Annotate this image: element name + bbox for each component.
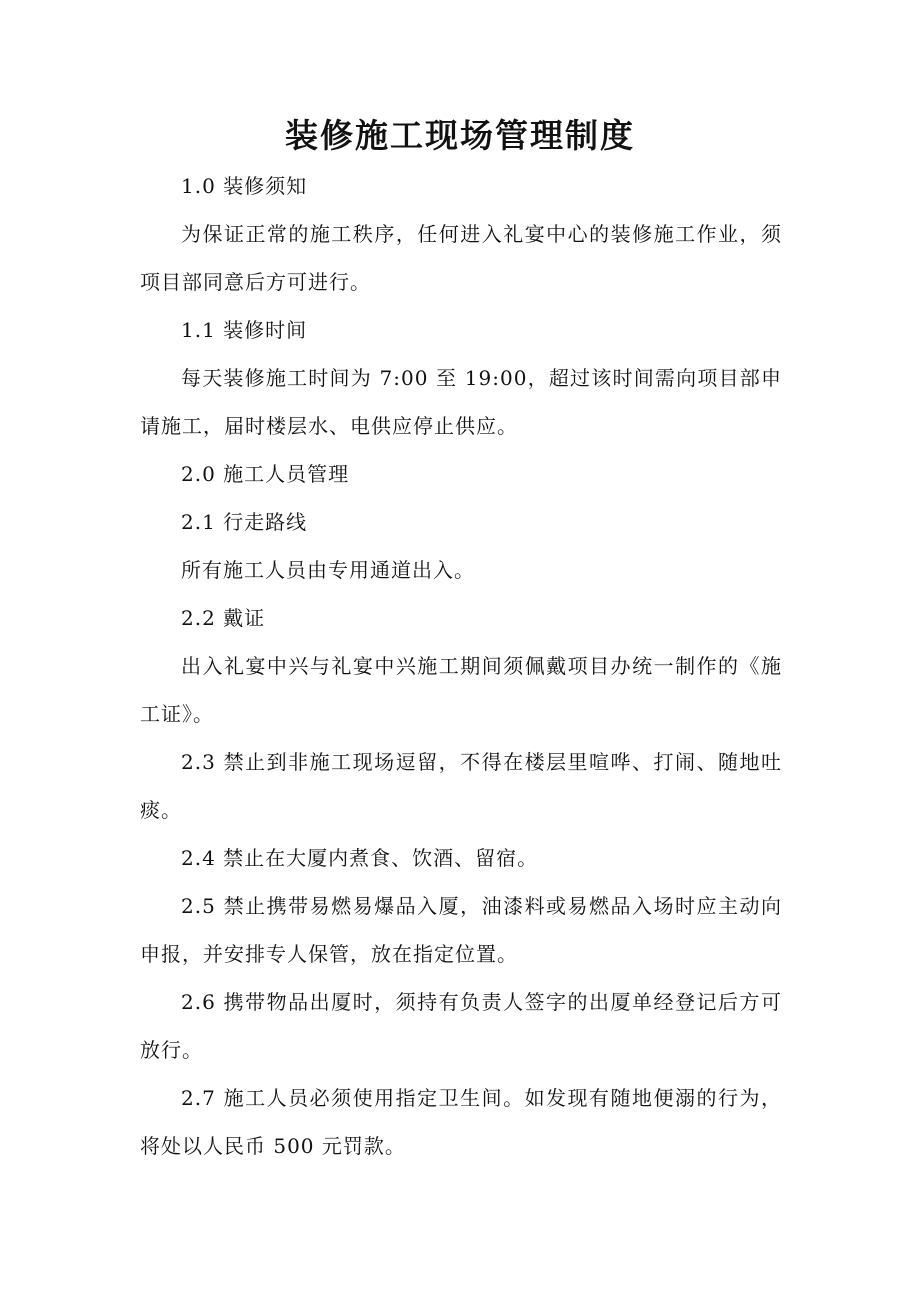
rule-2-3: 2.3 禁止到非施工现场逗留，不得在楼层里喧哗、打闹、随地吐痰。 [140, 750, 782, 822]
paragraph-working-hours: 每天装修施工时间为 7:00 至 19:00，超过该时间需向项目部申请施工，届时楼层水、电供应停止供应。 [140, 366, 782, 438]
document-title: 装修施工现场管理制度 [285, 116, 635, 155]
section-heading-2-1: 2.1 行走路线 [181, 510, 308, 534]
paragraph-notice: 为保证正常的施工秩序，任何进入礼宴中心的装修施工作业，须项目部同意后方可进行。 [140, 222, 782, 294]
rule-2-5: 2.5 禁止携带易燃易爆品入厦，油漆料或易燃品入场时应主动向申报，并安排专人保管，放在指定位置。 [140, 894, 782, 966]
section-heading-2-2: 2.2 戴证 [181, 606, 266, 630]
section-heading-2-0: 2.0 施工人员管理 [181, 462, 350, 486]
paragraph-badge: 出入礼宴中兴与礼宴中兴施工期间须佩戴项目办统一制作的《施工证》。 [140, 654, 782, 726]
section-heading-1-1: 1.1 装修时间 [181, 318, 308, 342]
section-heading-1-0: 1.0 装修须知 [181, 174, 308, 198]
paragraph-walking-route: 所有施工人员由专用通道出入。 [181, 558, 475, 582]
rule-2-6: 2.6 携带物品出厦时，须持有负责人签字的出厦单经登记后方可放行。 [140, 990, 782, 1062]
document-body [140, 162, 782, 1170]
rule-2-7: 2.7 施工人员必须使用指定卫生间。如发现有随地便溺的行为，将处以人民币 500 元罚款。 [140, 1086, 782, 1158]
rule-2-4: 2.4 禁止在大厦内煮食、饮酒、留宿。 [181, 846, 539, 870]
